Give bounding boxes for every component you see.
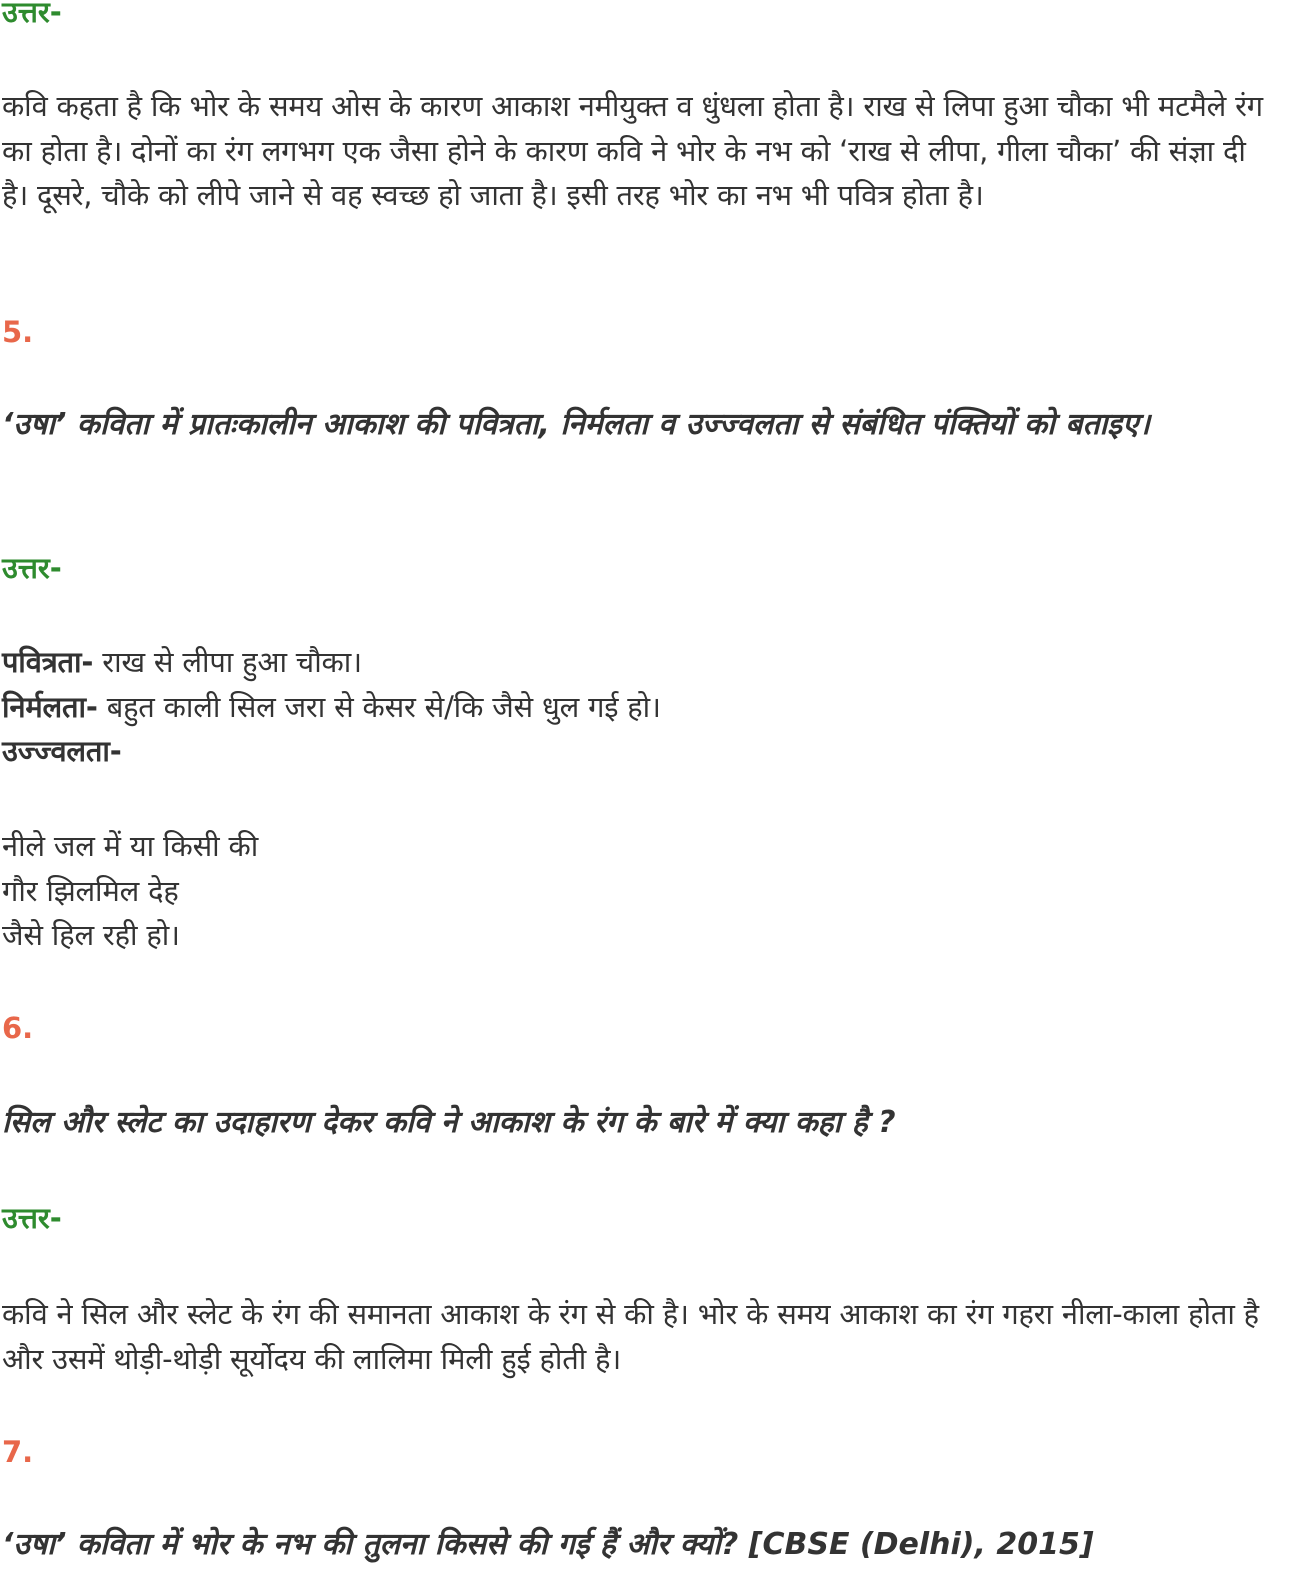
poem-line: नीले जल में या किसी की (2, 829, 259, 863)
answer-list-item (2, 640, 1274, 685)
question-text: ‘उषा’ कविता में भोर के नभ की तुलना किससे की गई हैं और क्यों? [CBSE (Delhi), 2015] (2, 1527, 1094, 1562)
answer-item-text: बहुत काली सिल जरा से केसर से/कि जैसे धुल गई हो। (97, 689, 661, 724)
question-text: सिल और स्लेट का उदाहारण देकर कवि ने आकाश के रंग के बारे में क्या कहा है ? (2, 1105, 896, 1140)
question-number: 6. (2, 1011, 34, 1045)
poem-line: जैसे हिल रही हो। (2, 918, 180, 952)
answer-label: उत्तर- (2, 1201, 62, 1235)
answer-term: उज्ज्वलता- (2, 734, 122, 768)
answer-paragraph: कवि ने सिल और स्लेट के रंग की समानता आकाश के रंग से की है। भोर के समय आकाश का रंग गहरा नीला-काला होता है और उसमें थोड़ी-थोड़ी सूर्योदय की लालिमा मिली हुई होती है। (2, 1297, 1259, 1376)
question-number: 5. (2, 315, 34, 349)
question-number: 7. (2, 1435, 34, 1469)
answer-label: उत्तर- (2, 0, 62, 29)
answer-paragraph: कवि कहता है कि भोर के समय ओस के कारण आकाश नमीयुक्त व धुंधला होता है। राख से लिपा हुआ चौका भी मटमैले रंग का होता है। दोनों का रंग लगभग एक जैसा होने के कारण कवि ने भोर के नभ को ‘राख से लीपा, गीला चौका’ की संज्ञा दी है। दूसरे, चौके को लीपे जाने से वह स्वच्छ हो जाता है। इसी तरह भोर का नभ भी पवित्र होता है। (2, 89, 1263, 212)
answer-term: पवित्रता- (2, 645, 94, 679)
answer-term: निर्मलता- (2, 689, 98, 724)
answer-label: उत्तर- (2, 551, 62, 585)
answer-list-item (2, 685, 1274, 730)
question-text: ‘उषा’ कविता में प्रातःकालीन आकाश की पवित्रता, निर्मलता व उज्ज्वलता से संबंधित पंक्तियों को बताइए। (2, 407, 1150, 442)
answer-list-item (2, 729, 1274, 774)
poem-excerpt (2, 824, 1274, 958)
poem-line: गौर झिलमिल देह (2, 873, 179, 908)
answer-list (2, 640, 1274, 774)
answer-item-text: राख से लीपा हुआ चौका। (93, 645, 362, 679)
